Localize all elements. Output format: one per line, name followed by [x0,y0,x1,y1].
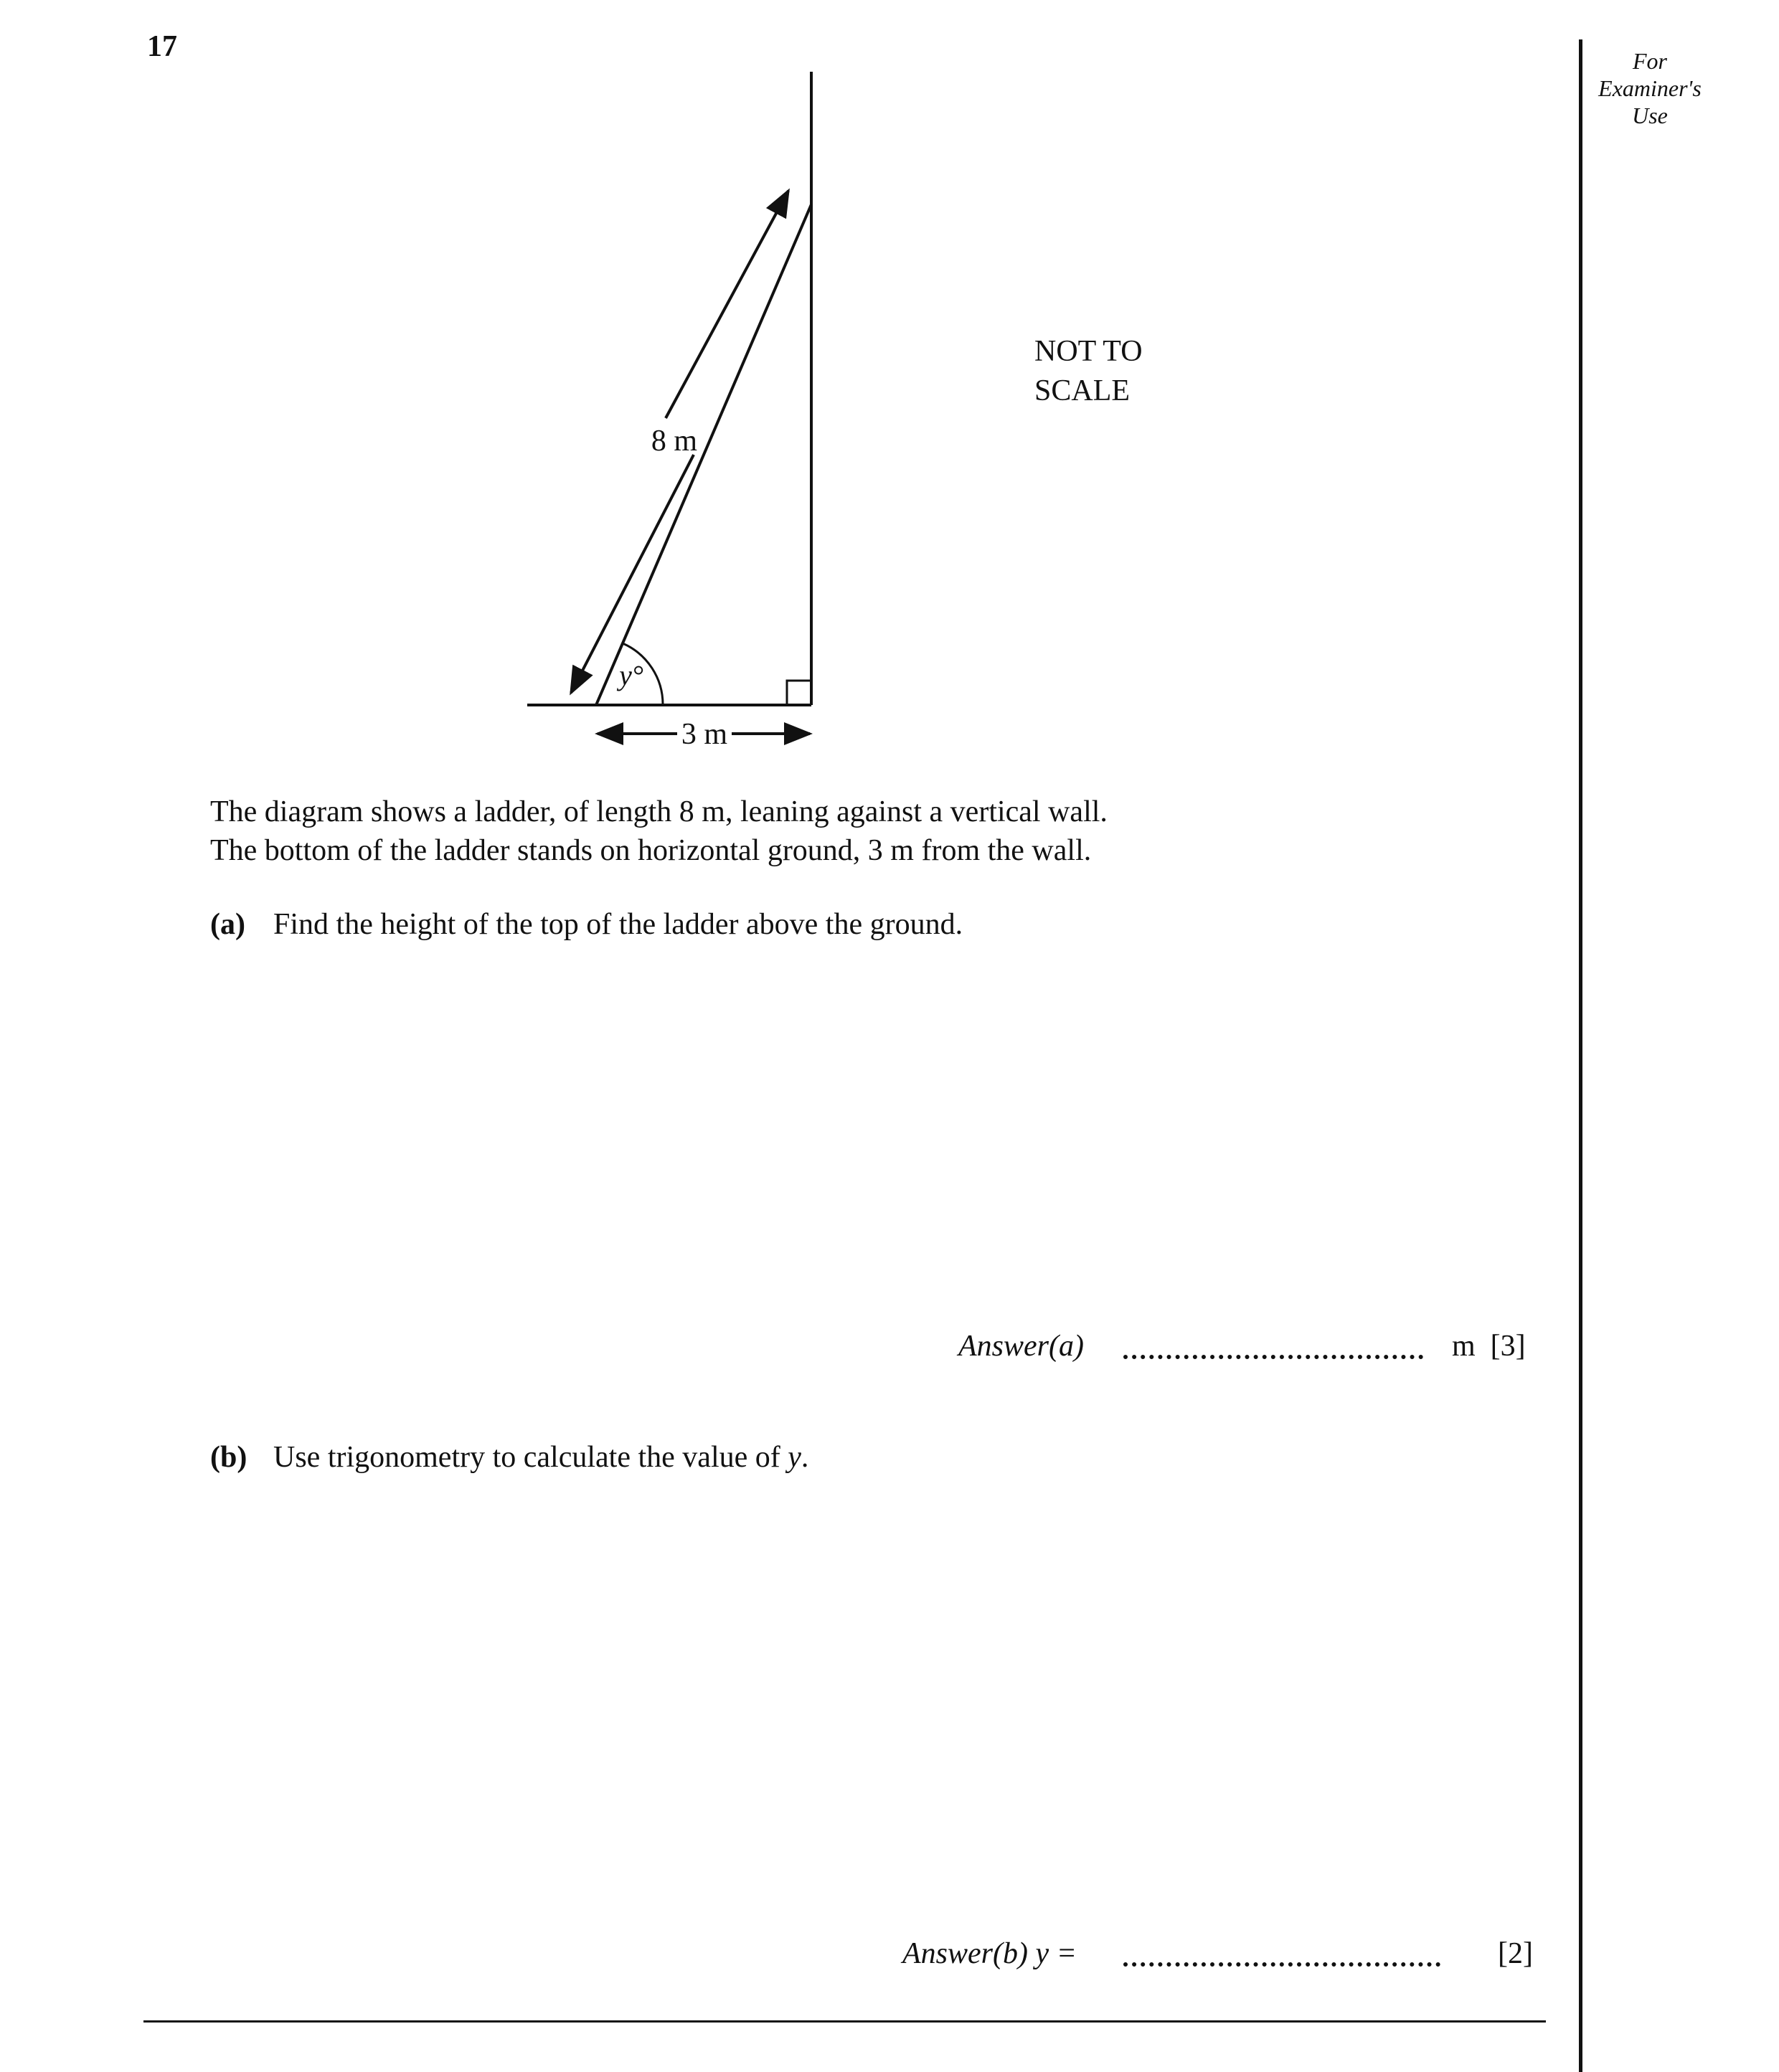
ladder-length-arrow-lower [571,455,694,693]
examiner-line: For [1633,48,1667,74]
answer-b-marks: [2] [1498,1937,1533,1970]
part-b-label: (b) [210,1441,247,1474]
examiner-line: Use [1632,103,1668,128]
angle-label: y° [619,659,643,691]
part-b-text-end: . [801,1441,809,1474]
stem-line: The bottom of the ladder stands on horizontal ground, 3 m from the wall. [210,834,1092,867]
answer-a-label: Answer(a) [958,1330,1084,1363]
ladder-length-arrow-upper [666,191,788,418]
part-a-text: Find the height of the top of the ladder above the ground. [273,908,963,941]
part-b-text: Use trigonometry to calculate the value of [273,1441,788,1474]
examiner-use-box [1585,47,1714,129]
not-to-scale-line: SCALE [1034,374,1131,407]
answer-a-field[interactable] [1123,1355,1423,1359]
stem-line: The diagram shows a ladder, of length 8 m, leaning against a vertical wall. [210,795,1108,828]
bottom-rule [143,2020,1546,2023]
answer-a-unit: m [1452,1330,1476,1363]
margin-rule [1579,39,1582,2072]
not-to-scale-line: NOT TO [1034,335,1143,368]
part-a-question [210,905,963,944]
ladder-length-label: 8 m [651,425,698,458]
ladder-line [596,204,811,705]
question-stem [210,793,1430,870]
examiner-line: Examiner's [1598,75,1702,101]
answer-a-unit-marks [1452,1327,1526,1366]
base-distance-label: 3 m [681,718,728,751]
question-number: 17 [147,30,177,63]
answer-b-label: Answer(b) y = [902,1937,1077,1970]
part-a-label: (a) [210,908,245,941]
answer-b-field[interactable] [1123,1962,1440,1967]
part-b-question [210,1438,808,1477]
answer-a-marks: [3] [1490,1330,1526,1363]
right-angle-marker [787,681,811,705]
ladder-diagram [0,0,1578,796]
part-b-variable: y [788,1441,801,1474]
